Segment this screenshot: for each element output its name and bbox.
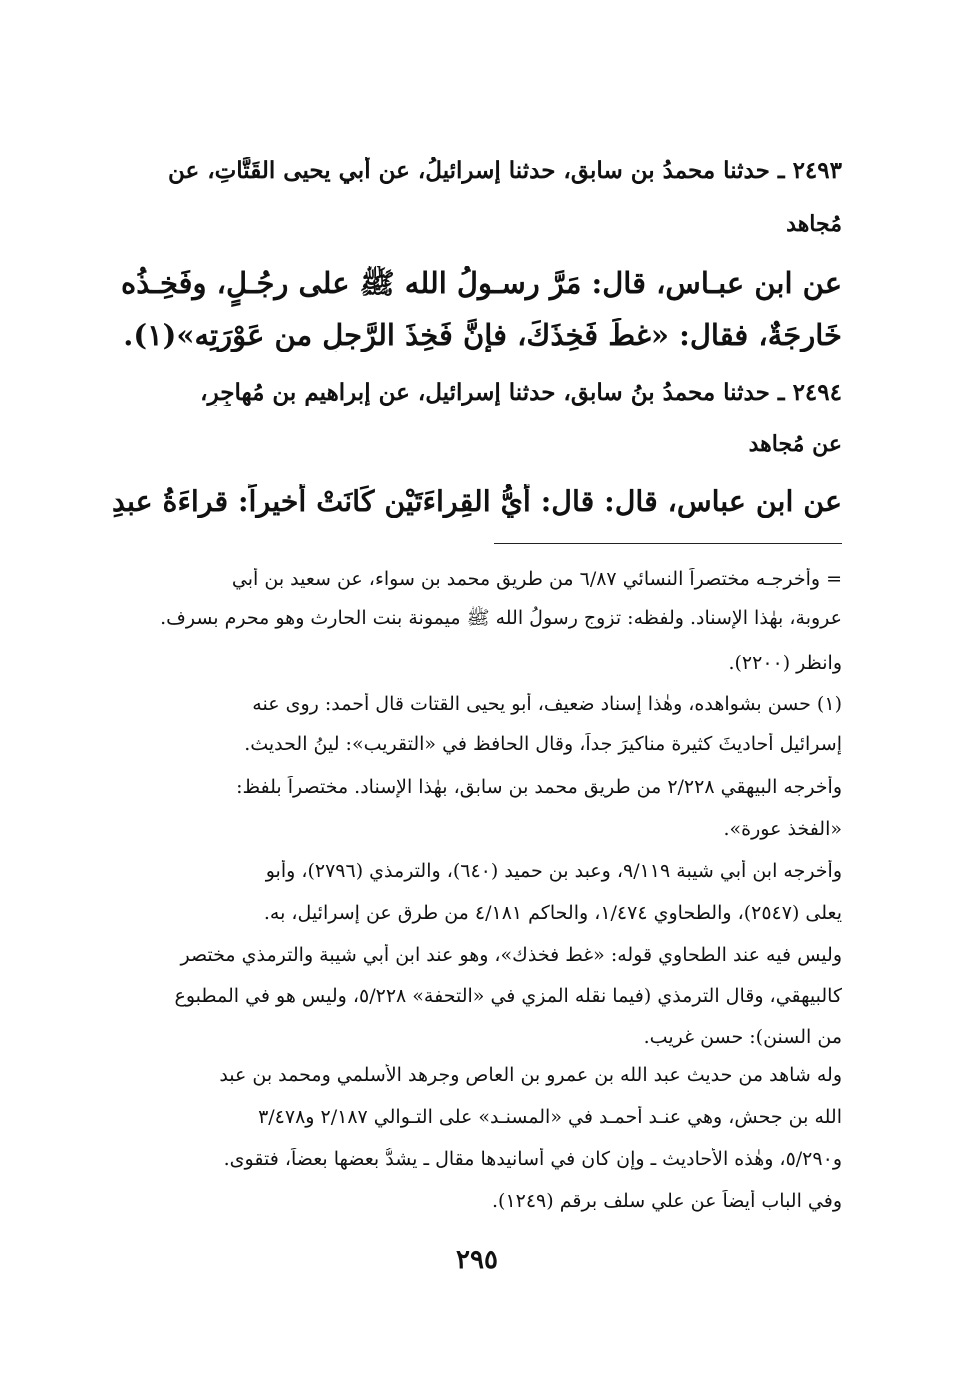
footnote-1-line: «الفخذ عورة». — [723, 818, 842, 840]
footnote-1-line: وأخرجه ابن أبي شيبة ٩/١١٩، وعبد بن حميد (٦٤٠)، والترمذي (٢٧٩٦)، وأبو — [265, 860, 842, 882]
hadith-2493-isnad-line-2: مُجاهد — [786, 211, 842, 237]
hadith-2494-matn-line-1: عن ابن عباس، قال: قال: أَيُّ القِراءَتَيْن كَانَتْ أَخيراً: قراءَةُ عبدِ — [112, 484, 842, 518]
footnote-1-line: الله بن جحش، وهي عنـد أحمـد في «المسنـد» على التـوالي ٢/١٨٧ و٣/٤٧٨ — [258, 1106, 842, 1128]
footnote-1-line: وليس فيه عند الطحاوي قوله: «غط فخذك»، وهو عند ابن أبي شيبة والترمذي مختصر — [180, 944, 842, 966]
footnote-1-line: يعلى (٢٥٤٧)، والطحاوي ١/٤٧٤، والحاكم ٤/١٨١ من طرق عن إسرائيل، به. — [263, 902, 842, 924]
footnote-continued-line: عروبة، بهٰذا الإسناد. ولفظه: تزوج رسولُ الله ﷺ ميمونة بنت الحارث وهو محرم بسرف. — [160, 607, 842, 629]
footnote-separator — [494, 543, 842, 544]
hadith-2494-isnad-line-1: ٢٤٩٤ ـ حدثنا محمدُ بنُ سابق، حدثنا إسرائيل، عن إبراهيم بنِ مُهاجِرٍ، — [200, 379, 842, 406]
hadith-2493-isnad-line-1: ٢٤٩٣ ـ حدثنا محمدُ بن سابقٍ، حدثنا إسرائيلُ، عن أَبي يحيى القَتَّاتِ، عن — [167, 157, 842, 184]
footnote-1-line: وأخرجه البيهقي ٢/٢٢٨ من طريق محمد بن سابق، بهٰذا الإسناد. مختصراً بلفظ: — [236, 776, 842, 798]
hadith-2494-isnad-line-2: عن مُجاهد — [748, 431, 842, 457]
footnote-1-line: (١) حسن بشواهده، وهٰذا إسناد ضعيف، أبو يحيى القتات قال أحمد: روى عنه — [252, 693, 842, 715]
hadith-2493-matn-line-1: عن ابن عبـاس، قال: مَرَّ رسـولُ الله ﷺ على رجُـلٍ، وفَخِـذُه — [121, 266, 842, 300]
footnote-continued-line: وانظر (٢٢٠٠). — [728, 652, 842, 674]
hadith-2493-matn-line-2: خَارِجَةٌ، فقال: «غطِّ فَخِذَكَ، فإنَّ فَخِذَ الرَّجلِ من عَوْرَتِه»(١). — [123, 318, 842, 352]
footnote-1-line: إسرائيل أحاديثَ كثيرة مناكيرَ جداً، وقال الحافظ في «التقريب»: لينُ الحديث. — [244, 733, 842, 755]
footnote-continued-line: = وأخرجـه مختصراً النسائي ٦/٨٧ من طريق محمد بن سواء، عن سعيد بن أبي — [231, 568, 842, 590]
footnote-1-line: وفي الباب أيضاً عن علي سلف برقم (١٢٤٩). — [491, 1190, 842, 1212]
footnote-1-line: من السنن): حسن غريب. — [643, 1026, 842, 1048]
footnote-1-line: و٥/٢٩٠، وهٰذه الأحاديث ـ وإن كان في أسانيدها مقال ـ يشدُّ بعضها بعضاً، فتقوى. — [223, 1148, 842, 1170]
page-number: ٢٩٥ — [456, 1245, 498, 1275]
footnote-1-line: كالبيهقي، وقال الترمذي (فيما نقله المزي في «التحفة» ٥/٢٢٨، وليس هو في المطبوع — [174, 985, 842, 1007]
footnote-1-line: وله شاهد من حديث عبد الله بن عمرو بن العاص وجرهد الأسلمي ومحمد بن عبد — [219, 1064, 842, 1086]
